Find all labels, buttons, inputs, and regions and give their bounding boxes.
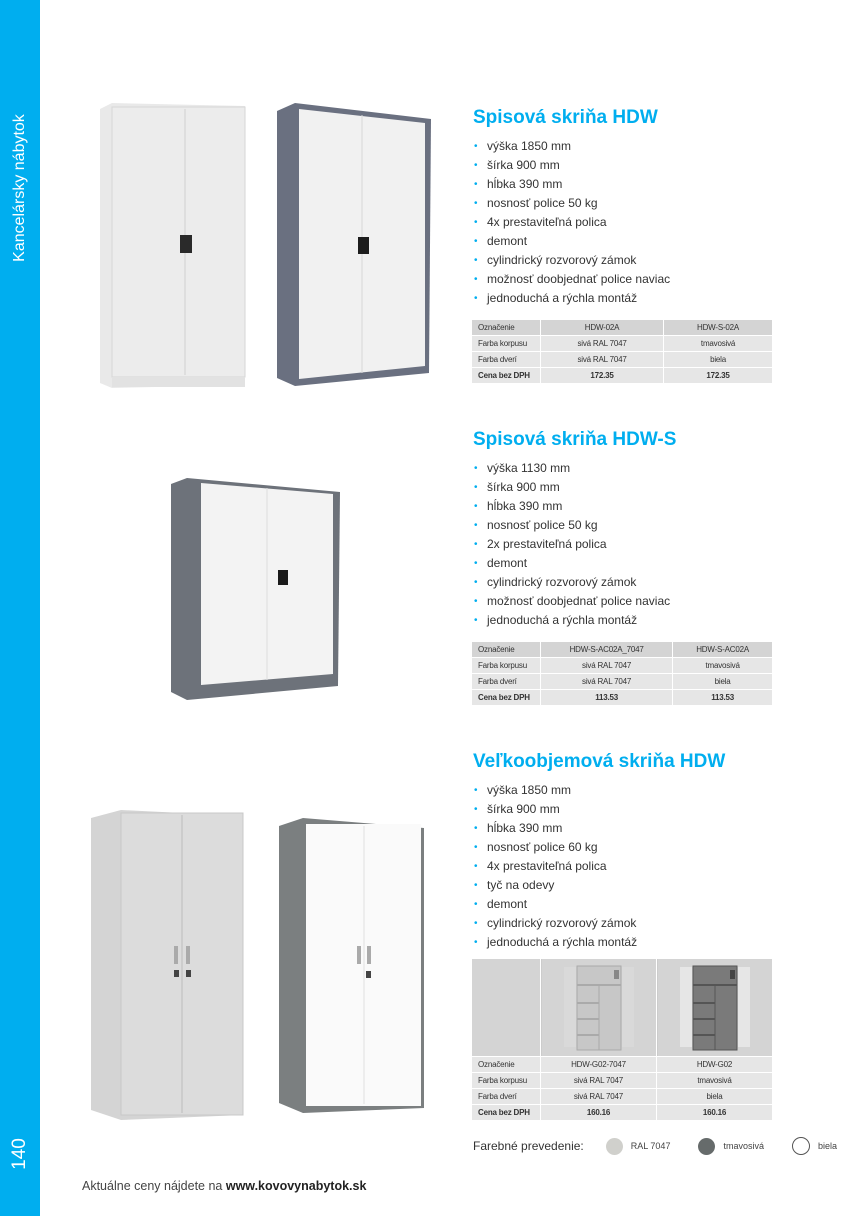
feature-item: • 4x prestaviteľná polica xyxy=(473,213,783,232)
table-row xyxy=(472,1073,772,1088)
interior-image-dark xyxy=(657,959,772,1056)
swatch-biela xyxy=(792,1137,810,1155)
feature-item: • nosnosť police 60 kg xyxy=(473,838,783,857)
spec-table xyxy=(471,319,773,384)
swatch-ral-7047 xyxy=(606,1138,623,1155)
feature-item: • šírka 900 mm xyxy=(473,800,783,819)
color-options xyxy=(473,1137,837,1155)
table-cell: biela xyxy=(664,352,772,367)
feature-item: • jednoduchá a rýchla montáž xyxy=(473,289,783,308)
feature-item: • možnosť doobjednať police naviac xyxy=(473,592,783,611)
feature-item: • tyč na odevy xyxy=(473,876,783,895)
table-row xyxy=(472,368,772,383)
feature-list xyxy=(473,137,783,308)
table-cell: biela xyxy=(657,1089,772,1104)
price-cell: 172.35 xyxy=(541,368,663,383)
cabinet-interior-gray-image xyxy=(564,963,634,1055)
table-row xyxy=(472,674,772,689)
table-cell: HDW-S-AC02A_7047 xyxy=(541,642,672,657)
table-cell: Označenie xyxy=(472,1057,540,1072)
table-cell: Označenie xyxy=(472,320,540,335)
feature-item: • demont xyxy=(473,554,783,573)
table-cell: Cena bez DPH xyxy=(472,690,540,705)
product-image-hdw-g02 xyxy=(279,818,425,1113)
table-cell: sivá RAL 7047 xyxy=(541,1089,656,1104)
feature-list xyxy=(473,459,783,630)
price-cell: 113.53 xyxy=(673,690,772,705)
feature-item: • možnosť doobjednať police naviac xyxy=(473,270,783,289)
swatch-label: biela xyxy=(817,1141,837,1151)
feature-item: • cylindrický rozvorový zámok xyxy=(473,573,783,592)
page-number: 140 xyxy=(9,1138,30,1170)
swatch-label: RAL 7047 xyxy=(630,1141,671,1151)
feature-item: • demont xyxy=(473,232,783,251)
table-cell: HDW-G02 xyxy=(657,1057,772,1072)
table-row xyxy=(472,1105,772,1120)
product-image-hdw-g02-7047 xyxy=(91,810,246,1120)
table-row xyxy=(472,336,772,351)
table-row xyxy=(472,642,772,657)
color-options-label: Farebné prevedenie: xyxy=(473,1139,584,1153)
feature-item: • šírka 900 mm xyxy=(473,478,783,497)
footer xyxy=(82,1179,366,1193)
feature-list xyxy=(473,781,783,952)
table-cell: sivá RAL 7047 xyxy=(541,658,672,673)
feature-item: • výška 1130 mm xyxy=(473,459,783,478)
table-row xyxy=(472,1089,772,1104)
table-cell: Farba dverí xyxy=(472,352,540,367)
product-title: Spisová skriňa HDW xyxy=(473,107,658,128)
product-image-hdw-s-02a xyxy=(277,103,432,386)
product-hdw xyxy=(473,107,783,384)
table-row xyxy=(472,320,772,335)
table-cell: Cena bez DPH xyxy=(472,1105,540,1120)
table-cell: HDW-02A xyxy=(541,320,663,335)
sidebar xyxy=(0,0,40,1216)
feature-item: • cylindrický rozvorový zámok xyxy=(473,251,783,270)
price-cell: 172.35 xyxy=(664,368,772,383)
feature-item: • výška 1850 mm xyxy=(473,137,783,156)
feature-item: • hĺbka 390 mm xyxy=(473,819,783,838)
table-cell: Farba korpusu xyxy=(472,336,540,351)
table-cell: HDW-S-02A xyxy=(664,320,772,335)
table-cell: Farba korpusu xyxy=(472,1073,540,1088)
feature-item: • 2x prestaviteľná polica xyxy=(473,535,783,554)
table-cell: Označenie xyxy=(472,642,540,657)
feature-item: • 4x prestaviteľná polica xyxy=(473,857,783,876)
table-cell: tmavosivá xyxy=(664,336,772,351)
feature-item: • jednoduchá a rýchla montáž xyxy=(473,933,783,952)
spec-table xyxy=(471,958,773,1121)
table-cell: HDW-G02-7047 xyxy=(541,1057,656,1072)
price-cell: 160.16 xyxy=(541,1105,656,1120)
product-title: Spisová skriňa HDW-S xyxy=(473,429,677,450)
table-cell: biela xyxy=(673,674,772,689)
feature-item: • nosnosť police 50 kg xyxy=(473,516,783,535)
footer-link[interactable]: www.kovovynabytok.sk xyxy=(225,1179,367,1193)
section-title: Kancelársky nábytok xyxy=(11,114,28,262)
cabinet-interior-dark-image xyxy=(680,963,750,1055)
table-row xyxy=(472,1057,772,1072)
table-row xyxy=(472,690,772,705)
feature-item: • cylindrický rozvorový zámok xyxy=(473,914,783,933)
feature-item: • hĺbka 390 mm xyxy=(473,175,783,194)
feature-item: • hĺbka 390 mm xyxy=(473,497,783,516)
feature-item: • jednoduchá a rýchla montáž xyxy=(473,611,783,630)
table-cell: Cena bez DPH xyxy=(472,368,540,383)
product-hdw-s xyxy=(473,429,783,706)
table-row xyxy=(472,658,772,673)
feature-item: • demont xyxy=(473,895,783,914)
swatch-label: tmavosivá xyxy=(723,1141,764,1151)
table-cell: HDW-S-AC02A xyxy=(673,642,772,657)
table-image-row xyxy=(472,959,772,1056)
interior-image-gray xyxy=(541,959,656,1056)
spec-table xyxy=(471,641,773,706)
table-cell: sivá RAL 7047 xyxy=(541,674,672,689)
price-cell: 160.16 xyxy=(657,1105,772,1120)
table-cell: Farba dverí xyxy=(472,674,540,689)
table-cell: tmavosivá xyxy=(657,1073,772,1088)
swatch-tmavosiva xyxy=(698,1138,715,1155)
table-cell: Farba korpusu xyxy=(472,658,540,673)
table-cell: sivá RAL 7047 xyxy=(541,1073,656,1088)
footer-text: Aktuálne ceny nájdete na xyxy=(82,1179,226,1193)
feature-item: • šírka 900 mm xyxy=(473,156,783,175)
table-cell: Farba dverí xyxy=(472,1089,540,1104)
table-cell xyxy=(472,959,540,1056)
price-cell: 113.53 xyxy=(541,690,672,705)
feature-item: • nosnosť police 50 kg xyxy=(473,194,783,213)
table-cell: sivá RAL 7047 xyxy=(541,352,663,367)
feature-item: • výška 1850 mm xyxy=(473,781,783,800)
table-row xyxy=(472,352,772,367)
product-image-hdw-02a xyxy=(100,103,250,388)
table-cell: sivá RAL 7047 xyxy=(541,336,663,351)
product-velkoobjemova-hdw xyxy=(473,751,783,1121)
product-image-hdw-s xyxy=(171,478,341,700)
table-cell: tmavosivá xyxy=(673,658,772,673)
product-title: Veľkoobjemová skriňa HDW xyxy=(473,751,726,772)
